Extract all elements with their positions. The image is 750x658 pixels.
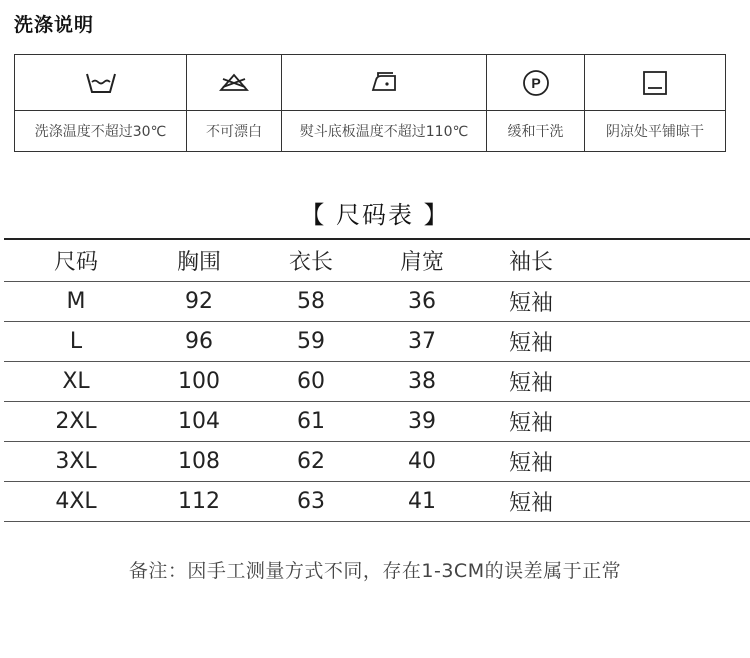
cell-shoulder: 41 [408, 489, 436, 514]
cell-size: 2XL [55, 409, 97, 434]
cell-sleeve: 短袖 [508, 451, 553, 476]
table-row [4, 402, 750, 442]
care-item-dry [585, 55, 725, 151]
svg-text:P: P [530, 74, 541, 91]
cell-chest: 100 [178, 369, 220, 394]
cell-size: M [66, 289, 86, 314]
table-row [4, 362, 750, 402]
size-chart-table [4, 238, 750, 522]
cell-shoulder: 40 [408, 449, 436, 474]
cell-chest: 104 [178, 409, 220, 434]
care-label: 缓和干洗 [507, 124, 564, 140]
cell-chest: 108 [178, 449, 220, 474]
wash-tub-icon [15, 55, 186, 111]
header-length: 衣长 [288, 250, 333, 275]
cell-shoulder: 38 [408, 369, 436, 394]
care-item-dryclean [487, 55, 585, 151]
cell-length: 61 [297, 409, 325, 434]
dry-flat-shade-icon [585, 55, 725, 111]
cell-length: 60 [297, 369, 325, 394]
cell-sleeve: 短袖 [508, 491, 553, 516]
care-item-wash [15, 55, 187, 151]
care-item-bleach [187, 55, 282, 151]
care-label: 熨斗底板温度不超过110℃ [299, 124, 469, 140]
measurement-note: 备注：因手工测量方式不同，存在1-3CM的误差属于正常 [128, 560, 622, 582]
header-sleeve: 袖长 [508, 250, 553, 275]
no-bleach-icon [187, 55, 281, 111]
table-row [4, 442, 750, 482]
cell-length: 62 [297, 449, 325, 474]
iron-icon [282, 55, 486, 111]
cell-chest: 96 [185, 329, 213, 354]
size-chart-title: 【 尺码表 】 [300, 201, 450, 229]
table-header-row [4, 240, 750, 282]
table-row [4, 282, 750, 322]
header-size: 尺码 [53, 250, 98, 275]
cell-size: L [69, 329, 83, 354]
dry-clean-p-icon [487, 55, 584, 111]
cell-size: 4XL [55, 489, 97, 514]
cell-shoulder: 37 [408, 329, 436, 354]
cell-length: 58 [297, 289, 325, 314]
table-row [4, 322, 750, 362]
header-shoulder: 肩宽 [399, 250, 444, 275]
cell-sleeve: 短袖 [508, 291, 553, 316]
care-instructions-title: 洗涤说明 [14, 14, 95, 36]
cell-length: 59 [297, 329, 325, 354]
care-instructions-table [14, 54, 726, 152]
cell-sleeve: 短袖 [508, 331, 553, 356]
cell-chest: 92 [185, 289, 213, 314]
care-label: 阴凉处平铺晾干 [606, 124, 704, 140]
care-item-iron [282, 55, 487, 151]
cell-length: 63 [297, 489, 325, 514]
cell-chest: 112 [178, 489, 220, 514]
header-chest: 胸围 [176, 250, 221, 275]
care-label: 洗涤温度不超过30℃ [34, 124, 167, 140]
table-row [4, 482, 750, 522]
cell-sleeve: 短袖 [508, 411, 553, 436]
cell-shoulder: 39 [408, 409, 436, 434]
care-label: 不可漂白 [206, 124, 262, 140]
cell-sleeve: 短袖 [508, 371, 553, 396]
cell-size: XL [62, 369, 90, 394]
cell-size: 3XL [55, 449, 97, 474]
cell-shoulder: 36 [408, 289, 436, 314]
